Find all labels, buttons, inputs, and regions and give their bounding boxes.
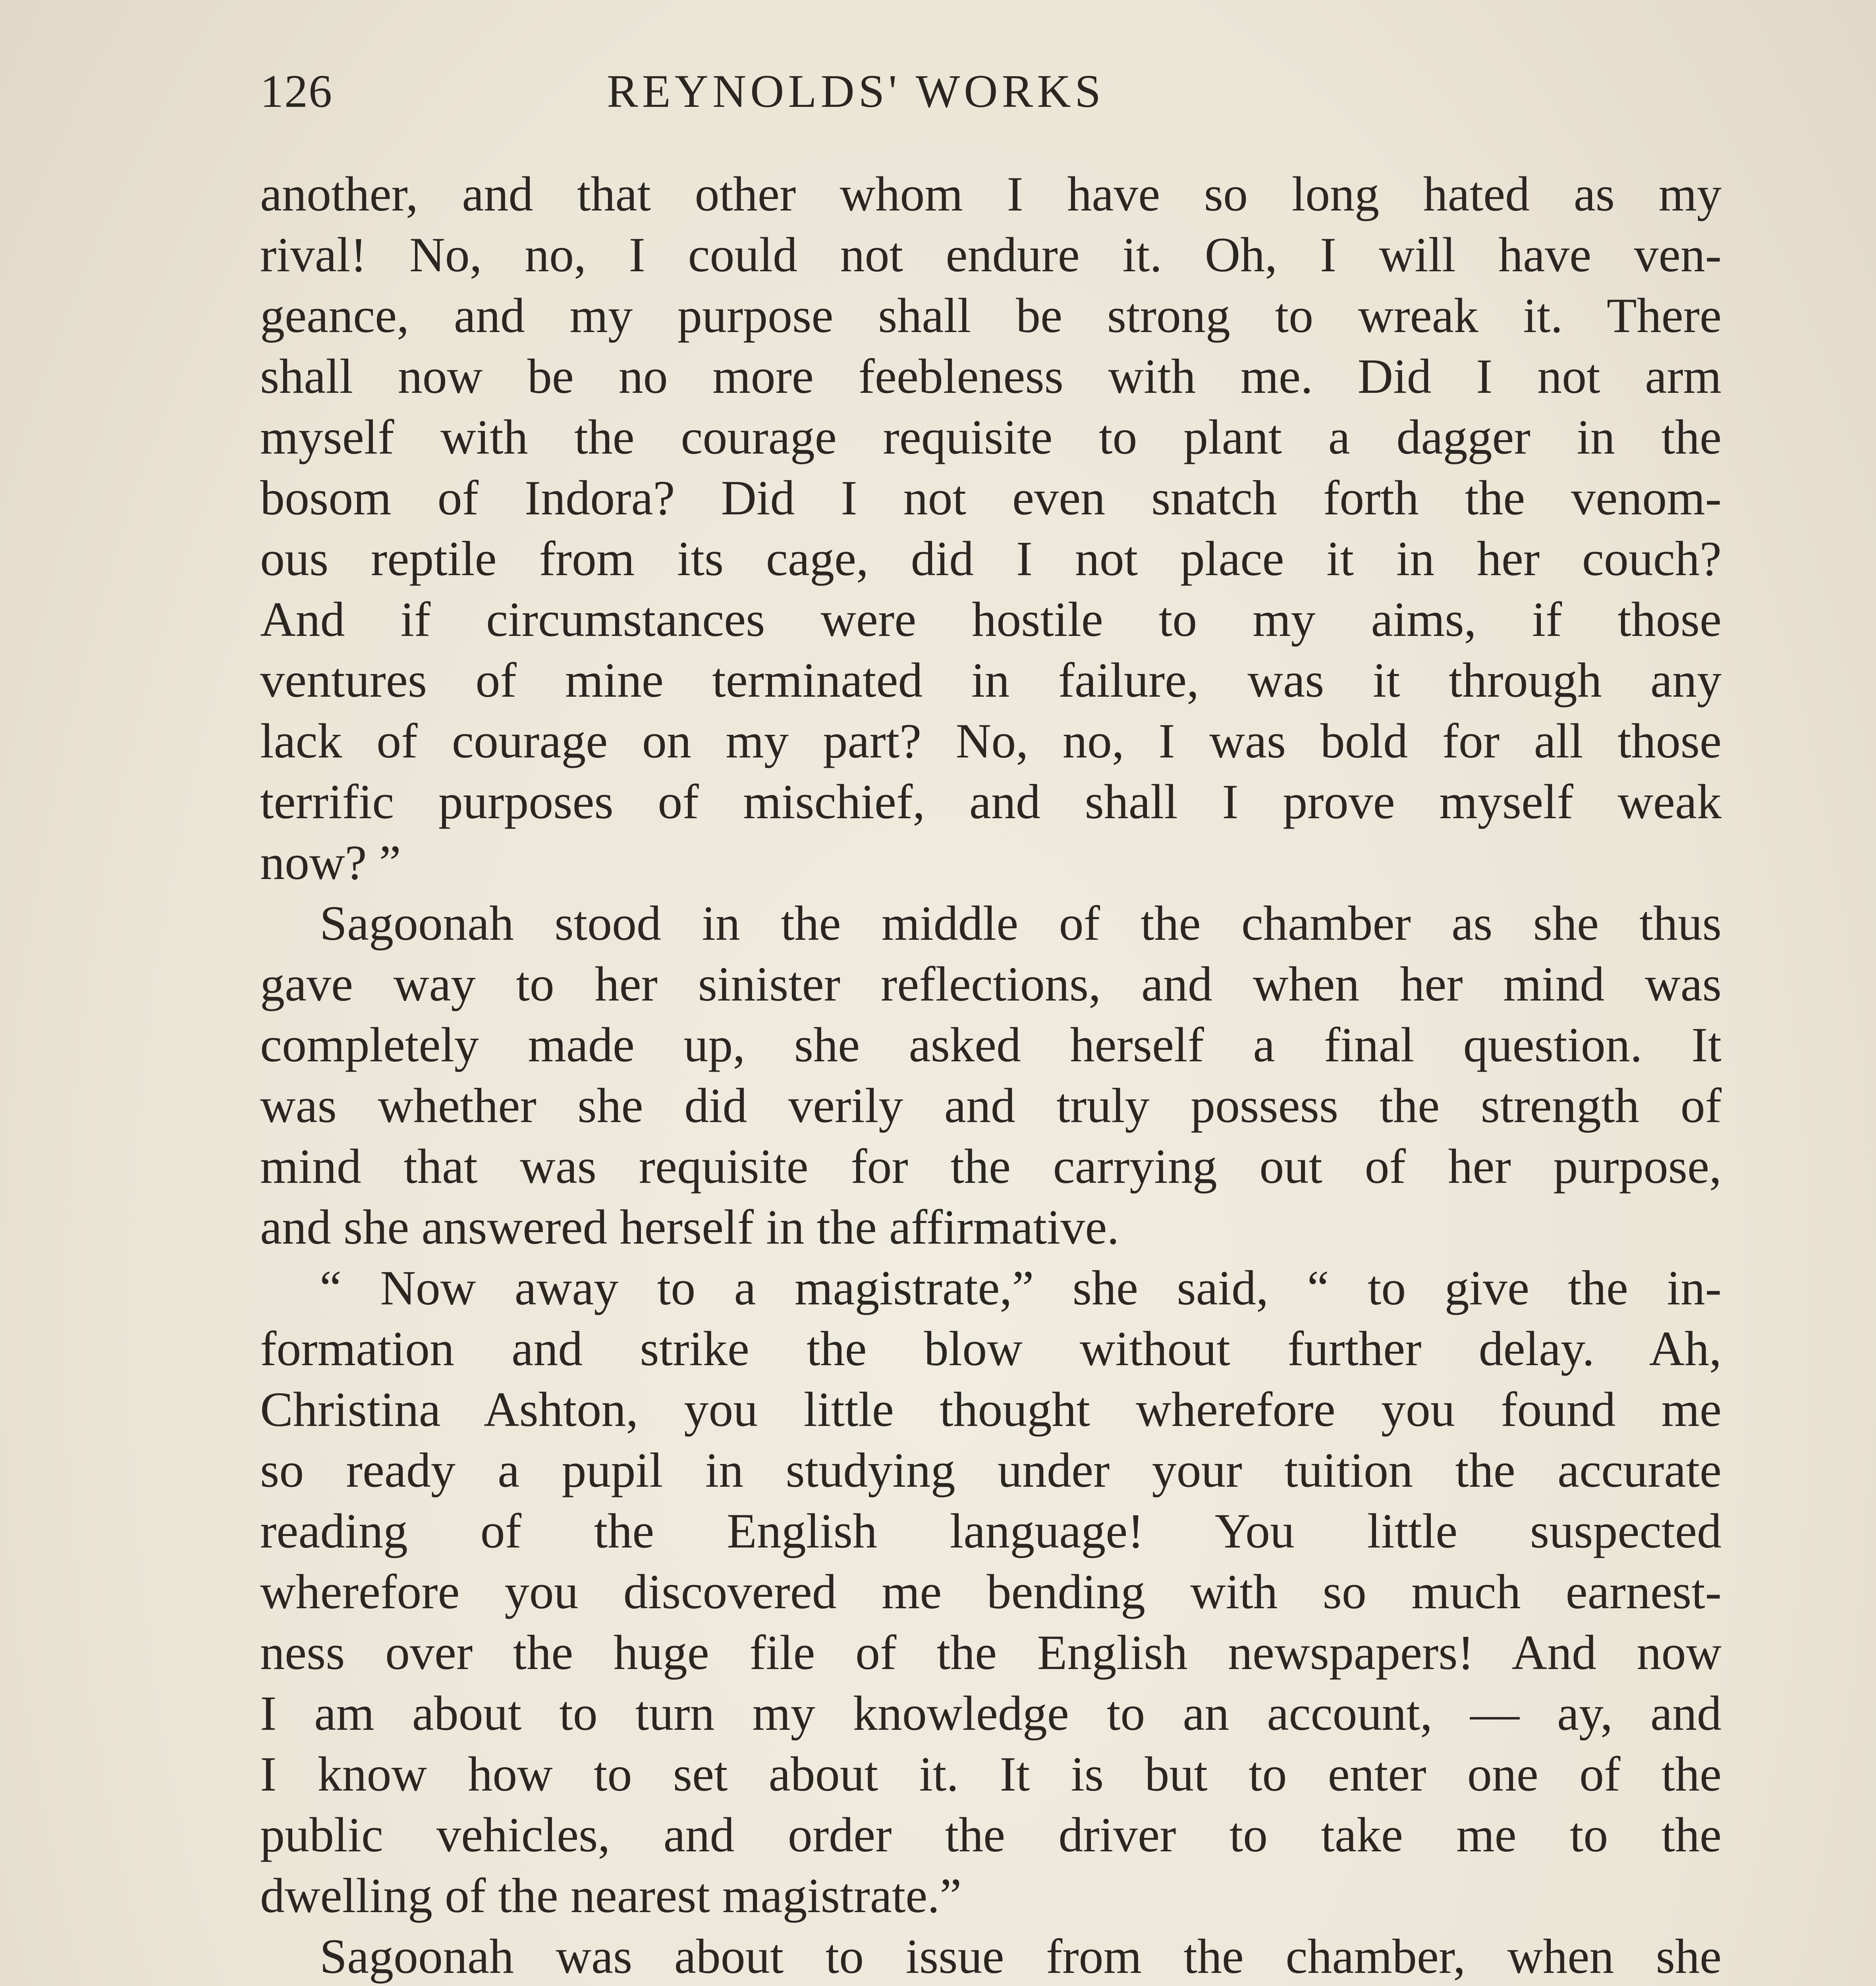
text-line: reading of the English language! You little suspected (260, 1504, 1722, 1558)
text-line: was whether she did verily and truly possess the strength of (260, 1078, 1722, 1133)
text-line: gave way to her sinister reflections, and when her mind was (260, 957, 1722, 1011)
text-line: myself with the courage requisite to plant a dagger in the (260, 410, 1722, 464)
paragraph (260, 1926, 1722, 1986)
text-line: Christina Ashton, you little thought wherefore you found me (260, 1382, 1722, 1437)
body-text (260, 164, 1722, 1986)
running-head: REYNOLDS' WORKS (606, 65, 1105, 117)
text-line: bosom of Indora? Did I not even snatch forth the venom- (260, 471, 1722, 525)
text-line: shall now be no more feebleness with me. Did I not arm (260, 349, 1722, 404)
text-line: rival! No, no, I could not endure it. Oh, I will have ven- (260, 228, 1722, 282)
text-line: Sagoonah was about to issue from the chamber, when she (320, 1929, 1722, 1984)
text-line: geance, and my purpose shall be strong to wreak it. There (260, 288, 1722, 343)
text-line: ness over the huge file of the English newspapers! And now (260, 1625, 1722, 1680)
text-line: ous reptile from its cage, did I not place it in her couch? (260, 531, 1722, 586)
text-line: “ Now away to a magistrate,” she said, “ to give the in- (320, 1261, 1722, 1315)
text-line: completely made up, she asked herself a final question. It (260, 1018, 1722, 1072)
text-line: And if circumstances were hostile to my aims, if those (260, 592, 1722, 647)
text-line: mind that was requisite for the carrying out of her purpose, (260, 1139, 1722, 1194)
text-line: formation and strike the blow without further delay. Ah, (260, 1321, 1722, 1376)
text-line: terrific purposes of mischief, and shall I prove myself weak (260, 775, 1722, 829)
paragraph (260, 893, 1722, 1258)
page-header (260, 60, 1722, 123)
text-line: now? ” (260, 835, 401, 890)
paragraph (260, 1258, 1722, 1926)
text-line: and she answered herself in the affirmative. (260, 1200, 1119, 1254)
text-line: lack of courage on my part? No, no, I was bold for all those (260, 714, 1722, 768)
text-line: Sagoonah stood in the middle of the chamber as she thus (320, 896, 1722, 950)
text-line: I know how to set about it. It is but to enter one of the (260, 1747, 1722, 1801)
paragraph (260, 164, 1722, 893)
text-line: I am about to turn my knowledge to an account, — ay, and (260, 1686, 1722, 1741)
text-line: ventures of mine terminated in failure, was it through any (260, 653, 1722, 707)
text-line: public vehicles, and order the driver to take me to the (260, 1808, 1722, 1862)
text-line: another, and that other whom I have so long hated as my (260, 167, 1722, 221)
page-number: 126 (260, 65, 333, 117)
text-line: dwelling of the nearest magistrate.” (260, 1868, 962, 1923)
text-line: wherefore you discovered me bending with so much earnest- (260, 1565, 1722, 1619)
text-line: so ready a pupil in studying under your tuition the accurate (260, 1443, 1722, 1497)
